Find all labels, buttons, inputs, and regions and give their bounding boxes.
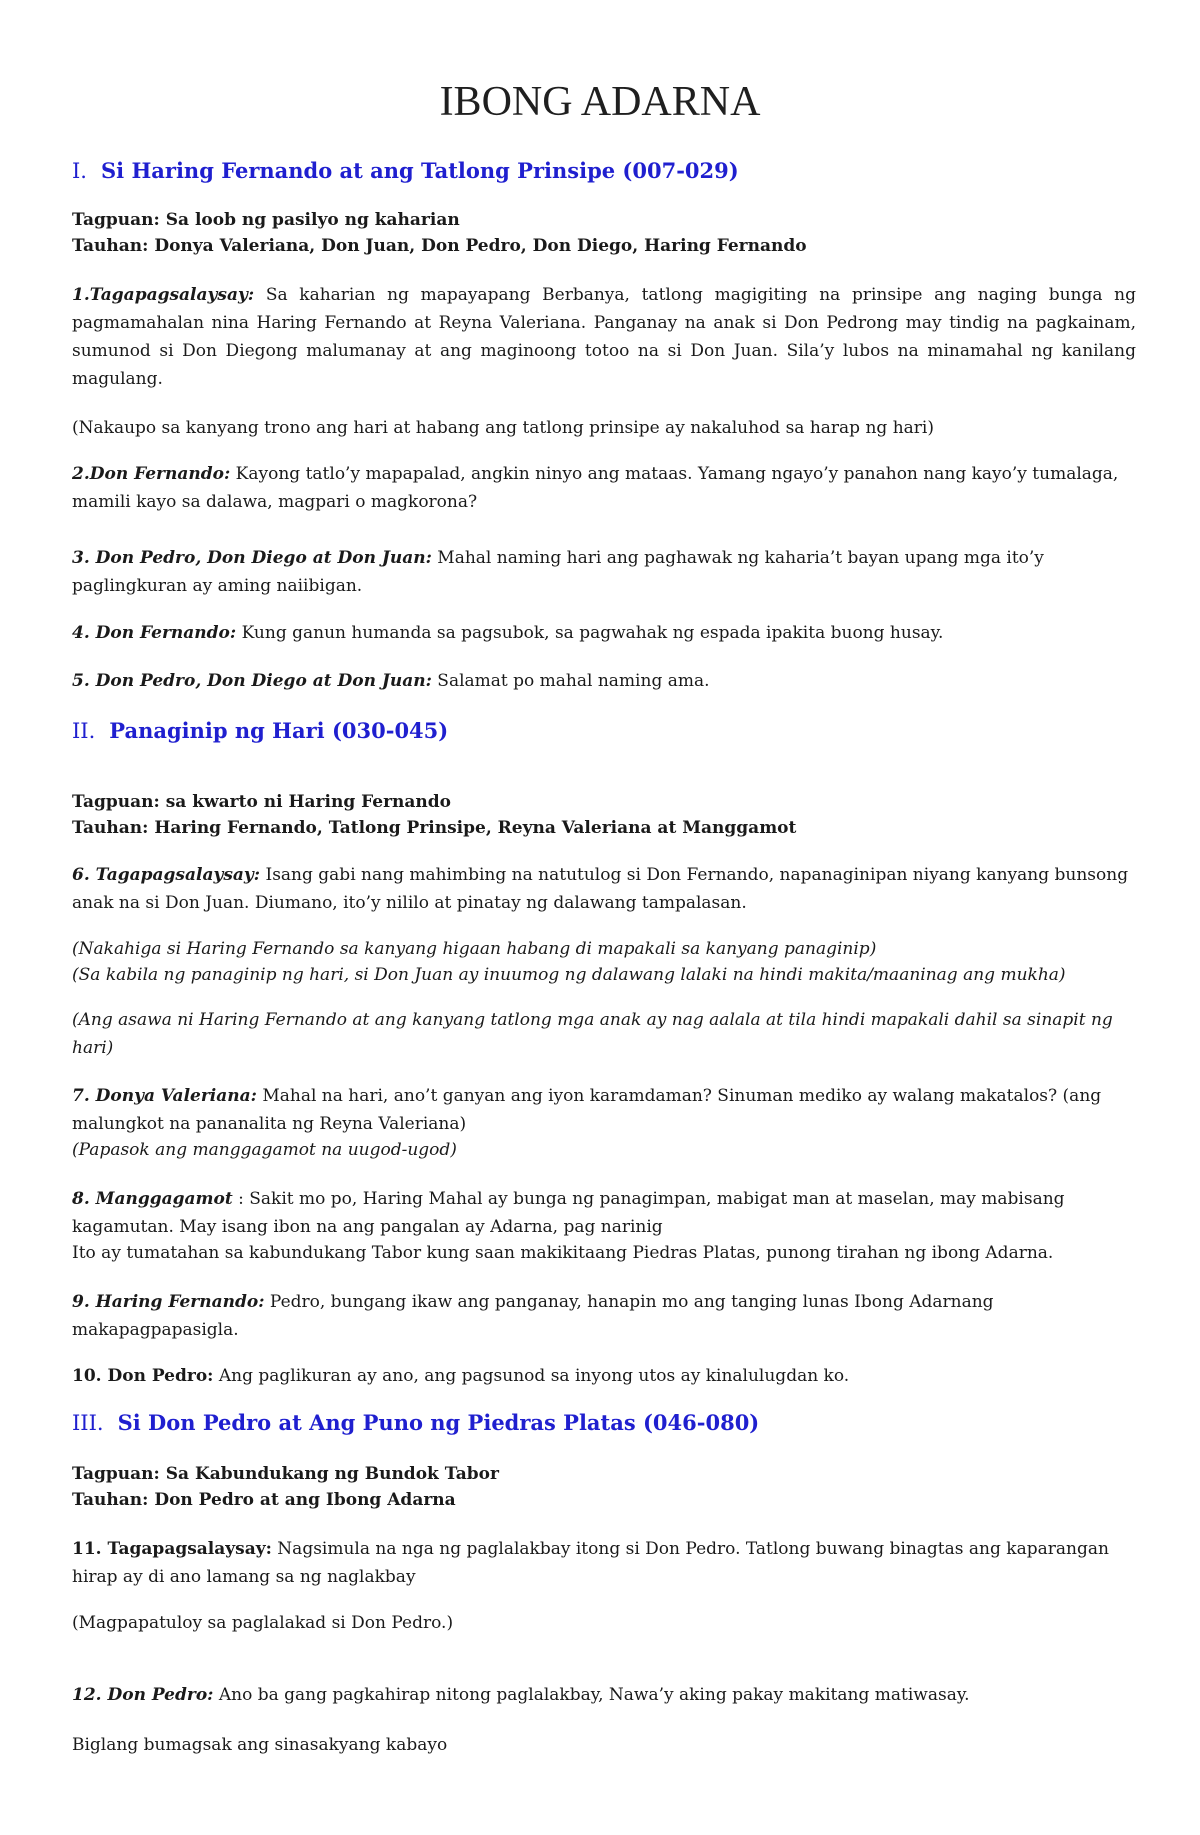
stage-direction (72, 1136, 1136, 1164)
script-line-4 (72, 619, 1136, 647)
speaker-label: 4. Don Fernando: (72, 623, 237, 643)
section-title: Si Haring Fernando at ang Tatlong Prinsipe (007-029) (100, 158, 739, 183)
speaker-label: 10. Don Pedro: (72, 1366, 214, 1386)
speaker-label: 3. Don Pedro, Don Diego at Don Juan: (72, 548, 432, 568)
speaker-label: 7. Donya Valeriana: (72, 1086, 257, 1106)
dialogue-text: Ano ba gang pagkahirap nitong paglalakbay, Nawa’y aking pakay makitang matiwasay. (213, 1685, 970, 1705)
script-line-11 (72, 1535, 1136, 1591)
section-number: II. (72, 719, 96, 743)
dialogue-text: Pedro, bungang ikaw ang panganay, hanapin mo ang tanging lunas Ibong Adarnang makapagpapasigla. (72, 1292, 994, 1340)
dialogue-text: Mahal na hari, ano’t ganyan ang iyon karamdaman? Sinuman mediko ay walang makatalos? (ang malungkot na pananalita ng Reyna Valeriana) (72, 1086, 1102, 1134)
dialogue-text: : Sakit mo po, Haring Mahal ay bunga ng panagimpan, mabigat man at maselan, may mabisang kagamutan. May isang ibon na ang pangalan ay Adarna, pag narinig (72, 1189, 1065, 1237)
script-line-9 (72, 1288, 1136, 1344)
dialogue-text: Salamat po mahal naming ama. (431, 671, 710, 691)
direction-text: (Papasok ang manggagamot na uugod-ugod) (72, 1140, 457, 1160)
speaker-label: 9. Haring Fernando: (72, 1292, 265, 1312)
script-line-8 (72, 1185, 1136, 1241)
tagpuan-line: Tagpuan: Sa Kabundukang ng Bundok Tabor (72, 1464, 499, 1484)
section-number: I. (72, 159, 87, 183)
direction-text: Biglang bumagsak ang sinasakyang kabayo (72, 1735, 448, 1755)
section-number: III. (72, 1411, 104, 1435)
script-line-8-continued (72, 1239, 1136, 1267)
direction-text: (Magpapatuloy sa paglalakad si Don Pedro.) (72, 1613, 454, 1633)
script-line-6 (72, 861, 1136, 917)
tauhan-line: Tauhan: Haring Fernando, Tatlong Prinsipe, Reyna Valeriana at Manggamot (72, 818, 797, 838)
speaker-label: 12. Don Pedro: (72, 1685, 214, 1705)
speaker-label: 11. Tagapagsalaysay: (72, 1539, 272, 1559)
tauhan-line: Tauhan: Donya Valeriana, Don Juan, Don Pedro, Don Diego, Haring Fernando (72, 236, 807, 256)
direction-text: (Ang asawa ni Haring Fernando at ang kanyang tatlong mga anak ay nag aalala at tila hindi mapakali dahil sa sinapit ng hari) (72, 1010, 1113, 1058)
script-line-3 (72, 544, 1136, 600)
stage-direction (72, 1731, 1136, 1759)
dialogue-text: Sa kaharian ng mapayapang Berbanya, tatlong magigiting na prinsipe ang naging bunga ng pagmamahalan nina Haring Fernando at Reyna Valeriana. Panganay na anak si Don Pedrong may tindig na pagkainam, sumunod si Don Diegong malumanay at ang maginoong totoo na si Don Juan. Sila’y lubos na minamahal ng kanilang magulang. (72, 285, 1136, 389)
direction-text: (Sa kabila ng panaginip ng hari, si Don Juan ay inuumog ng dalawang lalaki na hindi makita/maaninag ang mukha) (72, 965, 1066, 985)
speaker-label: 6. Tagapagsalaysay: (72, 865, 261, 885)
tagpuan-line: Tagpuan: Sa loob ng pasilyo ng kaharian (72, 210, 460, 230)
speaker-label: 1.Tagapagsalaysay: (72, 285, 255, 305)
section-heading-2 (72, 718, 1136, 743)
speaker-label: 8. Manggagamot (72, 1189, 233, 1209)
speaker-label: 2.Don Fernando: (72, 464, 231, 484)
document-title: IBONG ADARNA (439, 79, 761, 125)
stage-direction (72, 935, 1136, 963)
stage-direction (72, 961, 1136, 989)
script-line-7 (72, 1082, 1136, 1138)
stage-direction (72, 1609, 1136, 1637)
script-line-12 (72, 1681, 1136, 1709)
dialogue-text: Nagsimula na nga ng paglalakbay itong si Don Pedro. Tatlong buwang binagtas ang kaparangan hirap ay di ano lamang sa ng naglakbay (72, 1539, 1109, 1587)
dialogue-text: Ito ay tumatahan sa kabundukang Tabor kung saan makikitaang Piedras Platas, punong tirahan ng ibong Adarna. (72, 1243, 1054, 1263)
section-title: Si Don Pedro at Ang Puno ng Piedras Platas (046-080) (117, 1410, 760, 1435)
stage-direction (72, 1006, 1136, 1062)
script-line-1 (72, 281, 1136, 393)
tagpuan-line: Tagpuan: sa kwarto ni Haring Fernando (72, 792, 452, 812)
section-heading-1 (72, 158, 1136, 183)
section-heading-3 (72, 1410, 1136, 1435)
script-line-5 (72, 667, 1136, 695)
script-line-2 (72, 460, 1136, 516)
speaker-label: 5. Don Pedro, Don Diego at Don Juan: (72, 671, 432, 691)
stage-direction (72, 414, 1136, 442)
tauhan-line: Tauhan: Don Pedro at ang Ibong Adarna (72, 1490, 456, 1510)
section-title: Panaginip ng Hari (030-045) (109, 718, 449, 743)
direction-text: (Nakaupo sa kanyang trono ang hari at habang ang tatlong prinsipe ay nakaluhod sa harap ng hari) (72, 418, 934, 438)
dialogue-text: Kung ganun humanda sa pagsubok, sa pagwahak ng espada ipakita buong husay. (236, 623, 944, 643)
dialogue-text: Isang gabi nang mahimbing na natutulog si Don Fernando, napanaginipan niyang kanyang bunsong anak na si Don Juan. Diumano, ito’y nililo at pinatay ng dalawang tampalasan. (72, 865, 1129, 913)
dialogue-text: Kayong tatlo’y mapapalad, angkin ninyo ang mataas. Yamang ngayo’y panahon nang kayo’y tumalaga, mamili kayo sa dalawa, magpari o magkorona? (72, 464, 1119, 512)
script-line-10 (72, 1362, 1136, 1390)
direction-text: (Nakahiga si Haring Fernando sa kanyang higaan habang di mapakali sa kanyang panaginip) (72, 939, 877, 959)
dialogue-text: Mahal naming hari ang paghawak ng kaharia’t bayan upang mga ito’y paglingkuran ay aming naiibigan. (72, 548, 1044, 596)
dialogue-text: Ang paglikuran ay ano, ang pagsunod sa inyong utos ay kinalulugdan ko. (213, 1366, 850, 1386)
